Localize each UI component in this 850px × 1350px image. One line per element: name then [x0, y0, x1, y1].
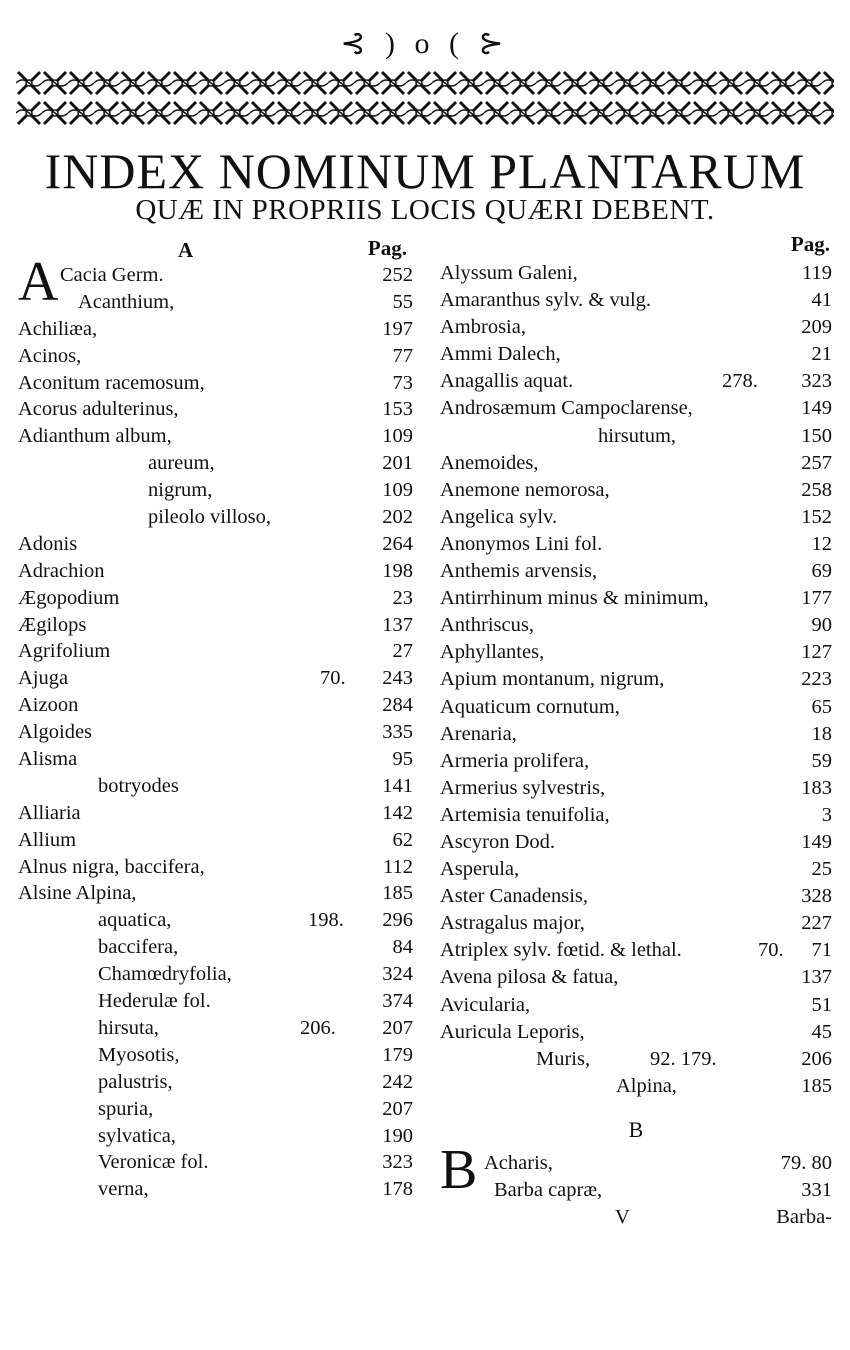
entry-name: baccifera,	[98, 936, 179, 959]
entry-pages: 65	[811, 695, 832, 718]
entry-name: Anagallis aquat.	[440, 370, 574, 393]
entry-name: Asperula,	[440, 858, 520, 881]
entry-name: Agrifolium	[18, 640, 111, 663]
entry-name: Acinos,	[18, 344, 82, 367]
entry-pages: 190	[382, 1124, 413, 1147]
entry-pages: 335	[382, 721, 413, 744]
entry-pages: 112	[383, 855, 413, 878]
index-entry	[18, 746, 413, 773]
index-entry	[440, 1177, 832, 1204]
index-entry	[440, 314, 832, 341]
entry-name: Chamœdryfolia,	[98, 963, 232, 986]
index-entry	[440, 395, 832, 422]
index-entry	[18, 316, 413, 343]
entry-name: Myosotis,	[98, 1043, 180, 1066]
entry-pages: 257	[801, 451, 832, 474]
entry-name: Artemisia tenuifolia,	[440, 803, 610, 826]
index-entry	[440, 1046, 832, 1073]
entry-extra-pages: 70.	[758, 939, 784, 962]
entry-name: Adonis	[18, 532, 78, 555]
entry-name: botryodes	[98, 774, 179, 797]
entry-name: Avena pilosa & fatua,	[440, 966, 619, 989]
entry-name: nigrum,	[148, 479, 213, 502]
entry-pages: 127	[801, 641, 832, 664]
index-entry	[18, 827, 413, 854]
entry-name: pileolo villoso,	[148, 506, 271, 529]
entry-name: Arenaria,	[440, 722, 517, 745]
entry-pages: 62	[392, 828, 413, 851]
index-entry	[440, 992, 832, 1019]
entry-name: Adianthum album,	[18, 425, 172, 448]
entry-name: Algoides	[18, 721, 93, 744]
entry-name: spuria,	[98, 1097, 154, 1120]
entry-pages: 331	[801, 1179, 832, 1201]
index-entry	[18, 907, 413, 934]
entry-name: Anthriscus,	[440, 614, 534, 637]
entry-name: Androsæmum Campoclarense,	[440, 397, 693, 420]
entry-name: Alyssum Galeni,	[440, 262, 578, 284]
pag-label-right: Pag.	[790, 232, 830, 256]
index-entry	[440, 829, 832, 856]
entry-pages: 177	[801, 587, 832, 610]
entry-pages: 41	[811, 289, 832, 312]
index-entry	[18, 665, 413, 692]
index-entry	[18, 1069, 413, 1096]
entry-pages: 23	[392, 586, 413, 609]
b-entries	[440, 1138, 832, 1204]
index-entry	[440, 531, 832, 558]
entry-name: Astragalus major,	[440, 912, 585, 935]
index-entry	[18, 1015, 413, 1042]
left-column	[18, 232, 413, 1203]
index-entry	[18, 773, 413, 800]
entry-name: Adrachion	[18, 559, 105, 582]
entry-name: aureum,	[148, 452, 215, 475]
entry-name: Ajuga	[18, 667, 69, 690]
index-entry	[440, 802, 832, 829]
index-entry	[440, 1019, 832, 1046]
index-entry	[18, 800, 413, 827]
index-entry	[18, 719, 413, 746]
entry-pages: 12	[811, 532, 832, 555]
index-entry	[18, 692, 413, 719]
entry-extra-pages: 92. 179.	[650, 1047, 717, 1070]
left-entries	[18, 251, 413, 1203]
index-entry	[18, 289, 413, 316]
entry-name: Achiliæa,	[18, 317, 98, 340]
entry-pages: 201	[382, 452, 413, 475]
index-entry	[440, 612, 832, 639]
entry-name: hirsutum,	[598, 424, 677, 447]
index-entry	[18, 961, 413, 988]
index-entry	[440, 558, 832, 585]
page-subtitle: QUÆ IN PROPRIIS LOCIS QUÆRI DEBENT.	[135, 194, 715, 226]
entry-pages: 84	[392, 936, 413, 959]
index-entry	[18, 988, 413, 1015]
entry-extra-pages: 206.	[300, 1016, 336, 1039]
entry-name: Atriplex sylv. fœtid. & lethal.	[440, 939, 682, 962]
entry-pages: 185	[382, 882, 413, 905]
index-entry	[440, 450, 832, 477]
entry-name: Amaranthus sylv. & vulg.	[440, 289, 652, 312]
entry-name: Barba capræ,	[494, 1179, 603, 1201]
index-entry	[440, 368, 832, 395]
entry-name: Antirrhinum minus & minimum,	[440, 587, 709, 610]
left-column-header	[18, 232, 413, 262]
entry-name: Anthemis arvensis,	[440, 560, 598, 583]
index-entry	[440, 910, 832, 937]
index-entry	[440, 504, 832, 531]
entry-name: Aizoon	[18, 694, 79, 717]
entry-pages: 323	[801, 370, 832, 393]
entry-name: Alnus nigra, baccifera,	[18, 855, 205, 878]
catchword-line	[440, 1204, 832, 1231]
index-entry	[440, 287, 832, 314]
entry-pages: 207	[382, 1016, 413, 1039]
entry-pages: 73	[392, 371, 413, 394]
index-entry	[440, 260, 832, 287]
index-entry	[18, 504, 413, 531]
index-entry	[18, 612, 413, 639]
index-entry	[440, 341, 832, 368]
entry-pages: 137	[382, 613, 413, 636]
entry-pages: 109	[382, 425, 413, 448]
index-entry	[18, 934, 413, 961]
entry-pages: 45	[811, 1020, 832, 1043]
entry-pages: 296	[382, 909, 413, 932]
entry-name: Veronicæ fol.	[98, 1151, 209, 1174]
entry-pages: 77	[392, 344, 413, 367]
index-entry	[440, 585, 832, 612]
entry-name: Armeria prolifera,	[440, 749, 590, 772]
entry-pages: 206	[801, 1047, 832, 1070]
index-entry	[18, 558, 413, 585]
entry-pages: 79. 80	[780, 1151, 832, 1174]
ornament-band	[16, 68, 834, 128]
entry-pages: 142	[382, 801, 413, 824]
index-entry	[18, 531, 413, 558]
entry-pages: 150	[801, 424, 832, 447]
entry-name: Ascyron Dod.	[440, 830, 556, 853]
index-entry	[18, 638, 413, 665]
section-letter-a: A	[178, 238, 194, 262]
index-entry	[18, 343, 413, 370]
catchword: Barba-	[776, 1206, 832, 1229]
right-column	[440, 232, 832, 1231]
entry-name: Aquaticum cornutum,	[440, 695, 620, 718]
entry-pages: 198	[382, 559, 413, 582]
entry-pages: 178	[382, 1178, 413, 1201]
index-entry	[440, 666, 832, 693]
entry-pages: 21	[811, 343, 832, 366]
entry-name: Alsine Alpina,	[18, 882, 137, 905]
entry-pages: 223	[801, 668, 832, 691]
entry-pages: 252	[382, 264, 413, 286]
entry-name: Alpina,	[616, 1074, 677, 1097]
index-entry	[18, 396, 413, 423]
entry-name: Auricula Leporis,	[440, 1020, 585, 1043]
index-entry	[440, 721, 832, 748]
entry-pages: 25	[811, 858, 832, 881]
entry-pages: 227	[801, 912, 832, 935]
entry-pages: 183	[801, 776, 832, 799]
entry-name: hirsuta,	[98, 1016, 159, 1039]
entry-pages: 264	[382, 532, 413, 555]
index-entry	[18, 1096, 413, 1123]
entry-name: aquatica,	[98, 909, 172, 932]
index-entry	[18, 880, 413, 907]
section-letter-b: B	[628, 1116, 644, 1142]
entry-name: Hederulæ fol.	[98, 990, 211, 1013]
index-entry	[18, 1149, 413, 1176]
entry-name: Ammi Dalech,	[440, 343, 561, 366]
entry-pages: 109	[382, 479, 413, 502]
entry-name: Aster Canadensis,	[440, 885, 589, 908]
entry-name: Acanthium,	[78, 290, 175, 313]
entry-name: Apium montanum, nigrum,	[440, 668, 665, 691]
entry-pages: 27	[392, 640, 413, 663]
entry-pages: 71	[811, 939, 832, 962]
right-entries	[440, 260, 832, 1100]
entry-name: Aphyllantes,	[440, 641, 545, 664]
signature-mark: V	[615, 1206, 630, 1229]
entry-pages: 242	[382, 1070, 413, 1093]
index-entry	[440, 883, 832, 910]
entry-name: sylvatica,	[98, 1124, 176, 1147]
entry-pages: 324	[382, 963, 413, 986]
index-entry	[440, 964, 832, 991]
index-entry	[440, 856, 832, 883]
entry-pages: 137	[801, 966, 832, 989]
entry-pages: 323	[382, 1151, 413, 1174]
entry-pages: 179	[382, 1043, 413, 1066]
index-entry	[440, 775, 832, 802]
entry-pages: 3	[821, 803, 832, 826]
entry-pages: 152	[801, 505, 832, 528]
entry-pages: 149	[801, 397, 832, 420]
entry-pages: 328	[801, 885, 832, 908]
entry-extra-pages: 278.	[722, 370, 758, 393]
index-entry	[440, 423, 832, 450]
index-entry	[18, 423, 413, 450]
entry-name: palustris,	[98, 1070, 173, 1093]
entry-name: Alliaria	[18, 801, 81, 824]
index-entry	[440, 477, 832, 504]
entry-pages: 51	[811, 993, 832, 1016]
index-entry	[18, 854, 413, 881]
entry-pages: 119	[802, 262, 832, 284]
entry-pages: 69	[811, 560, 832, 583]
entry-name: Angelica sylv.	[440, 505, 558, 528]
index-entry	[440, 694, 832, 721]
entry-name: Muris,	[536, 1047, 591, 1070]
entry-name: Anemoides,	[440, 451, 539, 474]
entry-name: Aconitum racemosum,	[18, 371, 205, 394]
index-entry	[440, 937, 832, 964]
entry-name: Cacia Germ.	[60, 264, 164, 286]
entry-pages: 207	[382, 1097, 413, 1120]
index-entry	[440, 1073, 832, 1100]
drop-cap: A	[18, 251, 59, 313]
entry-name: verna,	[98, 1178, 149, 1201]
entry-name: Anonymos Lini fol.	[440, 532, 603, 555]
index-entry	[18, 370, 413, 397]
entry-name: Armerius sylvestris,	[440, 776, 606, 799]
entry-extra-pages: 198.	[308, 909, 344, 932]
entry-name: Acorus adulterinus,	[18, 398, 179, 421]
entry-pages: 284	[382, 694, 413, 717]
entry-name: Acharis,	[484, 1151, 553, 1174]
entry-name: Alisma	[18, 748, 78, 771]
page-marker: ⊰ ) o ( ⊱	[340, 27, 510, 60]
entry-pages: 141	[382, 774, 413, 797]
entry-name: Avicularia,	[440, 993, 531, 1016]
index-entry	[18, 1042, 413, 1069]
drop-cap: B	[440, 1138, 478, 1201]
entry-name: Ambrosia,	[440, 316, 526, 339]
entry-pages: 258	[801, 478, 832, 501]
index-entry	[18, 585, 413, 612]
entry-pages: 243	[382, 667, 413, 690]
entry-name: Ægopodium	[18, 586, 120, 609]
index-entry	[18, 1123, 413, 1150]
entry-name: Anemone nemorosa,	[440, 478, 610, 501]
index-entry	[18, 477, 413, 504]
index-entry	[440, 639, 832, 666]
entry-name: Allium	[18, 828, 77, 851]
entry-pages: 374	[382, 990, 413, 1013]
pag-label-left: Pag.	[367, 236, 407, 260]
entry-pages: 59	[811, 749, 832, 772]
entry-name: Ægilops	[18, 613, 87, 636]
entry-pages: 185	[801, 1074, 832, 1097]
entry-pages: 202	[382, 506, 413, 529]
entry-pages: 153	[382, 398, 413, 421]
entry-extra-pages: 70.	[320, 667, 346, 690]
entry-pages: 95	[392, 748, 413, 771]
entry-pages: 197	[382, 317, 413, 340]
index-entry	[18, 450, 413, 477]
entry-pages: 149	[801, 830, 832, 853]
entry-pages: 209	[801, 316, 832, 339]
entry-pages: 90	[811, 614, 832, 637]
entry-pages: 55	[392, 290, 413, 313]
index-entry	[440, 748, 832, 775]
index-entry	[18, 1176, 413, 1203]
page-title: INDEX NOMINUM PLANTARUM	[44, 143, 806, 199]
entry-pages: 18	[811, 722, 832, 745]
right-column-header	[440, 232, 832, 260]
